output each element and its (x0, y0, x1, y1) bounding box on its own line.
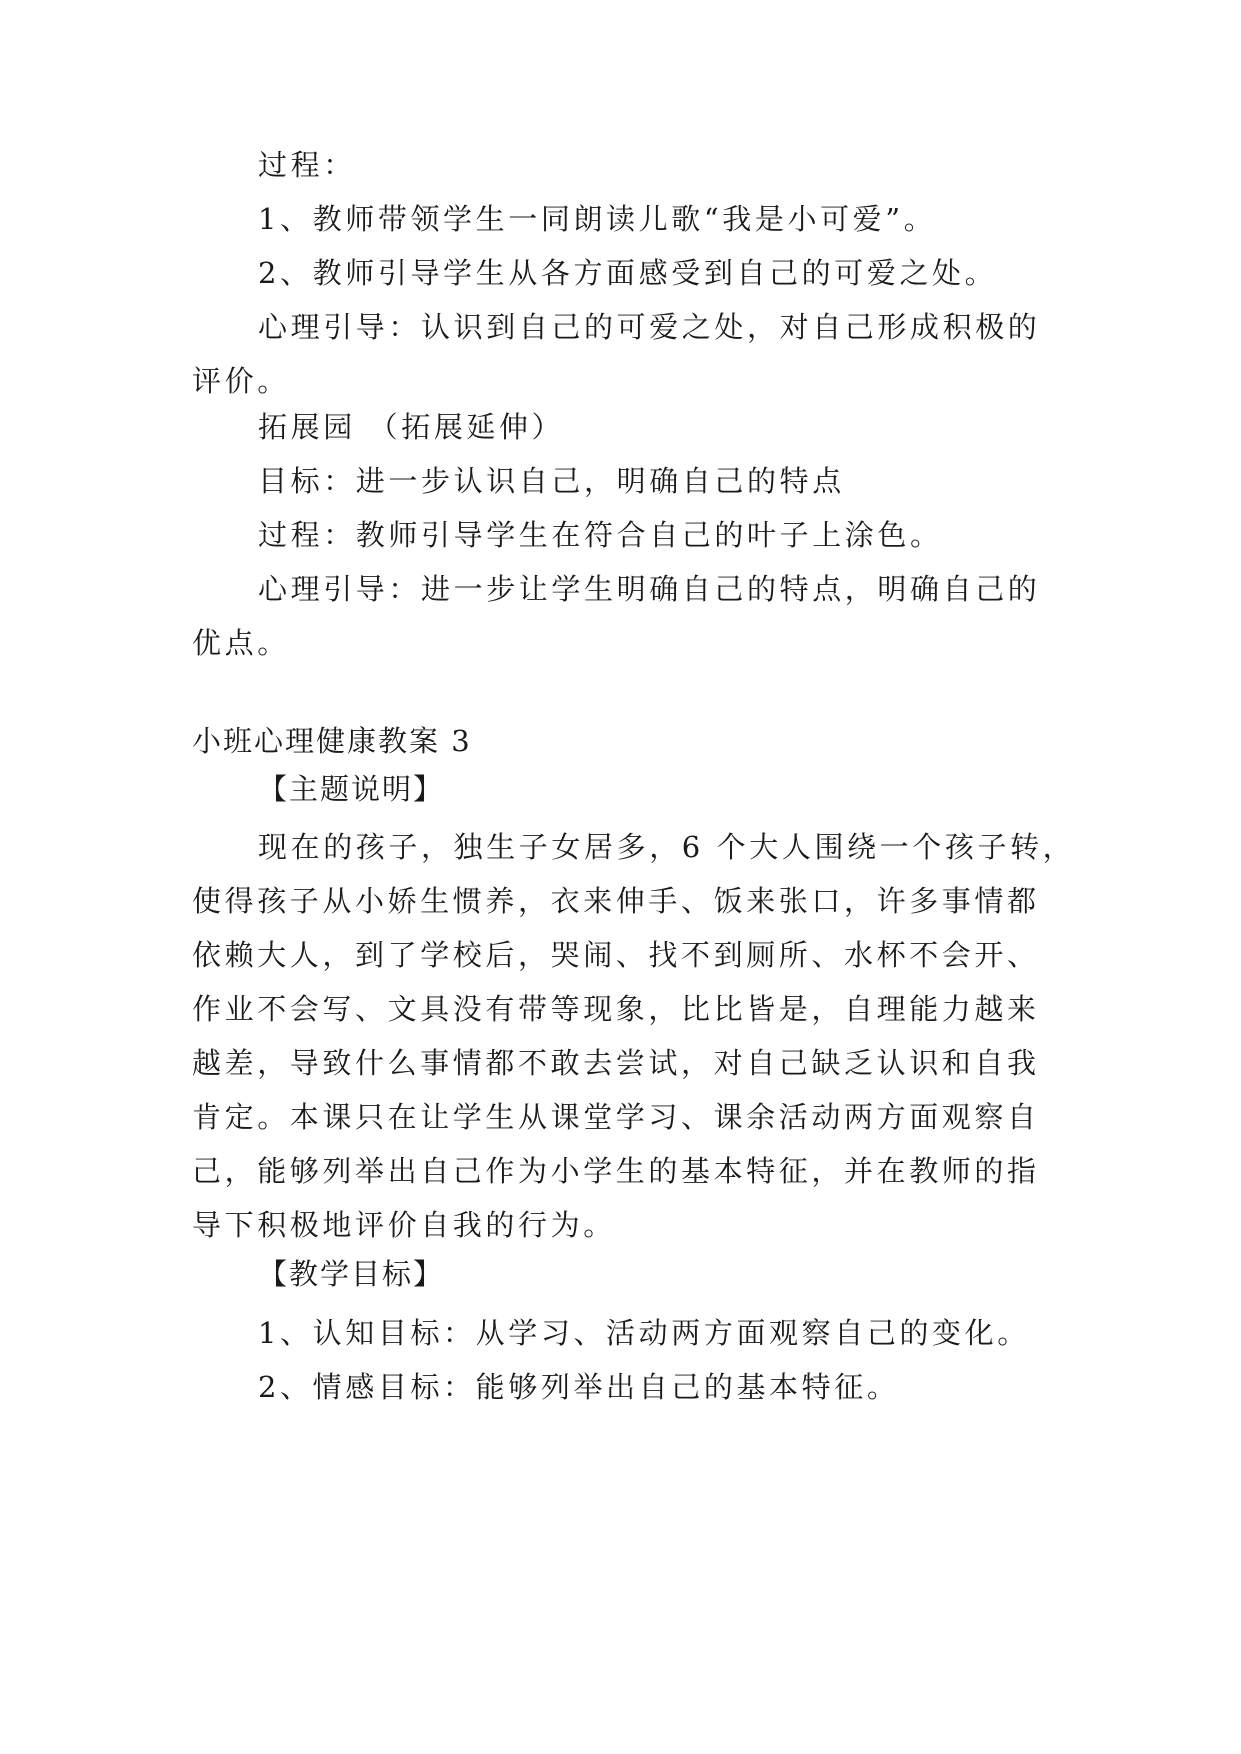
theme-heading: 【主题说明】 (258, 772, 445, 806)
theme-paragraph-line: 导下积极地评价自我的行为。 (192, 1208, 616, 1242)
section-title: 小班心理健康教案 3 (192, 724, 472, 758)
theme-paragraph-line: 越差，导致什么事情都不敢去尝试，对自己缺乏认识和自我 (192, 1046, 1040, 1080)
extension-guidance-line-2: 优点。 (192, 626, 290, 660)
psychological-guidance-line-2: 评价。 (192, 364, 290, 398)
extension-process: 过程：教师引导学生在符合自己的叶子上涂色。 (258, 518, 943, 552)
extension-title: 拓展园 （拓展延伸） (258, 410, 565, 444)
teaching-goals-heading: 【教学目标】 (258, 1257, 445, 1291)
process-label: 过程： (258, 148, 356, 182)
process-step-1: 1、教师带领学生一同朗读儿歌“我是小可爱”。 (258, 202, 937, 236)
theme-paragraph-line: 作业不会写、文具没有带等现象，比比皆是，自理能力越来 (192, 992, 1040, 1026)
extension-guidance-line-1: 心理引导：进一步让学生明确自己的特点，明确自己的 (258, 572, 1041, 606)
theme-paragraph-line: 己，能够列举出自己作为小学生的基本特征，并在教师的指 (192, 1154, 1040, 1188)
process-step-2: 2、教师引导学生从各方面感受到自己的可爱之处。 (258, 256, 998, 290)
psychological-guidance-line-1: 心理引导：认识到自己的可爱之处，对自己形成积极的 (258, 310, 1041, 344)
theme-paragraph-line: 依赖大人，到了学校后，哭闹、找不到厕所、水杯不会开、 (192, 938, 1040, 972)
theme-paragraph-line: 使得孩子从小娇生惯养，衣来伸手、饭来张口，许多事情都 (192, 884, 1040, 918)
cognitive-goal: 1、认知目标：从学习、活动两方面观察自己的变化。 (258, 1316, 1030, 1350)
emotional-goal: 2、情感目标：能够列举出自己的基本特征。 (258, 1370, 900, 1404)
theme-paragraph-line: 肯定。本课只在让学生从课堂学习、课余活动两方面观察自 (192, 1100, 1040, 1134)
theme-paragraph-line: 现在的孩子，独生子女居多，6 个大人围绕一个孩子转， (258, 830, 1076, 864)
extension-goal: 目标：进一步认识自己，明确自己的特点 (258, 464, 845, 498)
